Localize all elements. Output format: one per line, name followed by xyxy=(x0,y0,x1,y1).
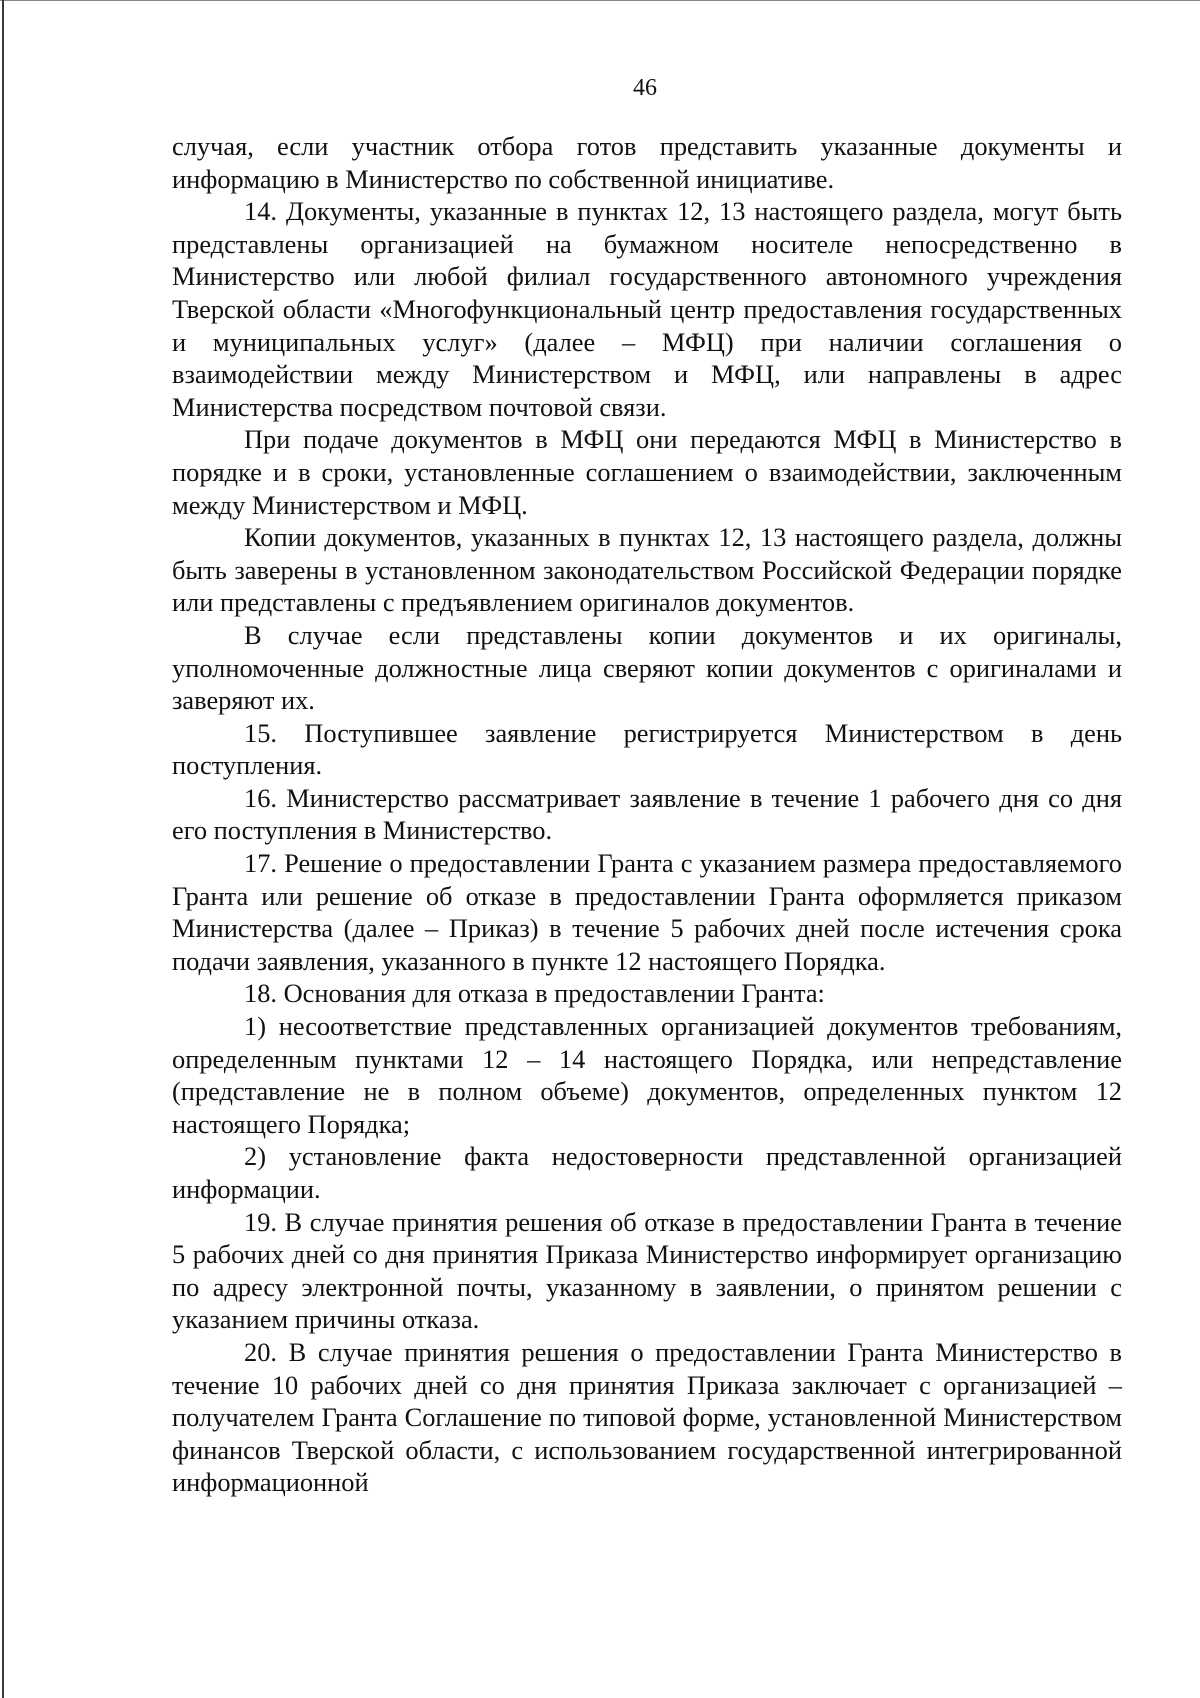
paragraph-copies-certified: Копии документов, указанных в пунктах 12, 13 настоящего раздела, должны быть заверены в установленном законодательством Российской Федерации порядке или представлены с предъявлением оригиналов документов. xyxy=(172,522,1122,618)
paragraph-item-17: 17. Решение о предоставлении Гранта с указанием размера предоставляемого Гранта или решение об отказе в предоставлении Гранта оформляется приказом Министерства (далее – Приказ) в течение 5 рабочих дней после истечения срока подачи заявления, указанного в пункте 12 настоящего Порядка. xyxy=(172,848,1122,976)
paragraph-item-18: 18. Основания для отказа в предоставлении Гранта: xyxy=(244,978,825,1009)
paragraph-item-20: 20. В случае принятия решения о предоставлении Гранта Министерство в течение 10 рабочих дней со дня принятия Приказа заключает с организацией – получателем Гранта Соглашение по типовой форме, установленной Министерством финансов Тверской области, с использованием государственной интегрированной информационной xyxy=(172,1336,1122,1498)
paragraph-item-18-2: 2) установление факта недостоверности представленной организацией информации. xyxy=(172,1141,1122,1204)
paragraph-item-16: 16. Министерство рассматривает заявление в течение 1 рабочего дня со дня его поступления в Министерство. xyxy=(172,782,1122,846)
paragraph-item-19: 19. В случае принятия решения об отказе в предоставлении Гранта в течение 5 рабочих дней со дня принятия Приказа Министерство информирует организацию по адресу электронной почты, указанному в заявлении, о принятом решении с указанием причины отказа. xyxy=(172,1206,1122,1335)
document-body xyxy=(172,130,1122,1499)
paragraph-mfc-transfer: При подаче документов в МФЦ они передаются МФЦ в Министерство в порядке и в сроки, установленные соглашением о взаимодействии, заключенным между Министерством и МФЦ. xyxy=(172,424,1122,520)
scan-edge-left xyxy=(2,0,4,1698)
scan-edge-top xyxy=(0,0,1200,1)
page-number: 46 xyxy=(633,75,657,101)
paragraph-continuation: случая, если участник отбора готов представить указанные документы и информацию в Министерство по собственной инициативе. xyxy=(172,131,1122,194)
paragraph-item-18-1: 1) несоответствие представленных организацией документов требованиям, определенным пунктами 12 – 14 настоящего Порядка, или непредставление (представление не в полном объеме) документов, определенных пунктом 12 настоящего Порядка; xyxy=(172,1011,1122,1139)
paragraph-item-14: 14. Документы, указанные в пунктах 12, 13 настоящего раздела, могут быть представлены организацией на бумажном носителе непосредственно в Министерство или любой филиал государственного автономного учреждения Тверской области «Многофункциональный центр предоставления государственных и муниципальных услуг» (далее – МФЦ) при наличии соглашения о взаимодействии между Министерством и МФЦ, или направлены в адрес Министерства посредством почтовой связи. xyxy=(172,196,1122,422)
paragraph-copies-verification: В случае если представлены копии документов и их оригиналы, уполномоченные должностные лица сверяют копии документов с оригиналами и заверяют их. xyxy=(172,619,1122,716)
paragraph-item-15: 15. Поступившее заявление регистрируется Министерством в день поступления. xyxy=(172,717,1122,781)
